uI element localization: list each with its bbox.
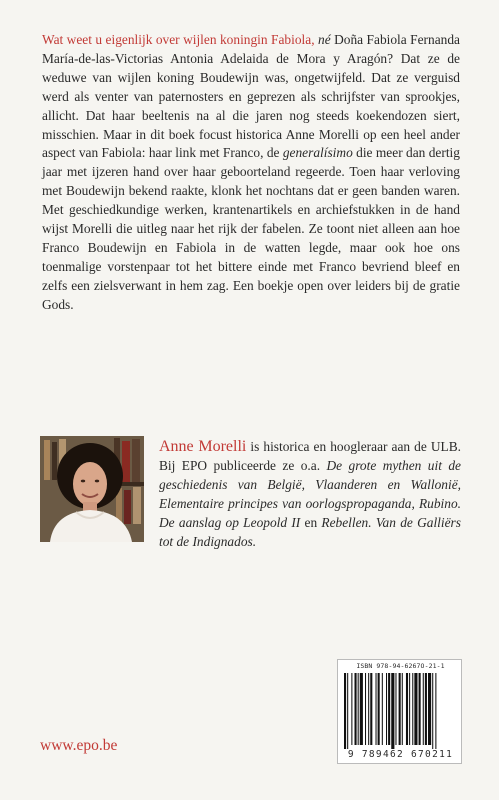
- isbn-label: ISBN 978-94-6267O-21-1: [356, 662, 445, 670]
- barcode-bar: [399, 673, 401, 745]
- barcode-bar: [402, 673, 403, 745]
- author-photo: [40, 436, 144, 542]
- back-cover-blurb: [42, 31, 460, 315]
- author-bio: [159, 438, 461, 551]
- bio-text-1: is historica en hoogleraar aan de ULB. Bij EPO publiceerde ze o.a.: [159, 439, 461, 473]
- barcode-bar: [365, 673, 366, 745]
- barcode-bar: [391, 673, 394, 749]
- bio-text-2: en: [300, 514, 322, 530]
- barcode-bar: [344, 673, 346, 749]
- barcode-bar: [395, 673, 396, 745]
- barcode-bar: [382, 673, 383, 745]
- barcode-bar: [425, 673, 427, 745]
- barcode-bar: [355, 673, 357, 745]
- barcode-bars: [344, 673, 457, 749]
- barcode-bar: [428, 673, 431, 745]
- barcode-bar: [358, 673, 359, 745]
- barcode-bar: [435, 673, 436, 749]
- barcode-bar: [370, 673, 372, 745]
- barcode-bar: [388, 673, 390, 745]
- barcode-bar: [347, 673, 348, 749]
- bio-book-last: Rebellen. Van de Galliërs tot de Indignados.: [159, 514, 461, 549]
- barcode-bar: [412, 673, 413, 745]
- blurb-text-2: die meer dan dertig jaar met ijzeren hand over haar geboorteland regeerde. Toen haar verloving met Boudewijn bekend raakte, klonk het nochtans dat er geen banden waren. Met geschiedkundige werken, krantenartikels en archiefstukken in de hand wijst Morelli die uitleg naar het rijk der fabelen. Ze toont niet alleen aan hoe Franco Boudewijn en Fabiola in de watten legde, maar ook hoe ons toenmalige vorstenpaar tot het bittere einde met Franco bevriend bleef en zelfs een zielsverwant in hem zag. Een boekje open over leiders bij de gratie Gods.: [42, 145, 460, 312]
- publisher-website[interactable]: www.epo.be: [40, 737, 118, 754]
- barcode-bar: [414, 673, 417, 745]
- isbn-barcode: [337, 659, 462, 764]
- barcode-bar: [376, 673, 377, 745]
- barcode-bar: [423, 673, 424, 745]
- barcode-bar: [360, 673, 363, 745]
- author-name: Anne Morelli: [159, 438, 247, 455]
- barcode-bar: [378, 673, 380, 745]
- blurb-intro-highlight: Wat weet u eigenlijk over wijlen koningin Fabiola,: [42, 32, 315, 47]
- barcode-bar: [432, 673, 433, 749]
- barcode-bar: [368, 673, 369, 745]
- ean-number: 9 789462 670211: [347, 749, 454, 760]
- blurb-ne: né: [318, 32, 331, 47]
- barcode-bar: [406, 673, 408, 745]
- barcode-bar: [409, 673, 410, 745]
- barcode-bar: [351, 673, 352, 745]
- blurb-text-1: Doña Fabiola Fernanda María-de-las-Victorias Antonia Adelaida de Mora y Aragón? Dat ze de weduwe van wijlen koning Boudewijn was, ongetwijfeld. Dat ze verguisd werd als venter van paternosters en geprezen als schrijfster van sprookjes, allicht. Dat haar beeltenis na al die jaren nog steeds koekendozen siert, misschien. Maar in dit boek focust historica Anne Morelli op een heel ander aspect van Fabiola: haar link met Franco, de: [42, 32, 460, 161]
- barcode-bar: [386, 673, 387, 745]
- bio-books: De grote mythen uit de geschiedenis van België, Vlaanderen en Wallonië, Elementaire principes van oorlogspropaganda, Rubino. De aanslag op Leopold II: [159, 457, 461, 530]
- blurb-generalisimo: generalísimo: [282, 145, 353, 161]
- barcode-bar: [419, 673, 421, 745]
